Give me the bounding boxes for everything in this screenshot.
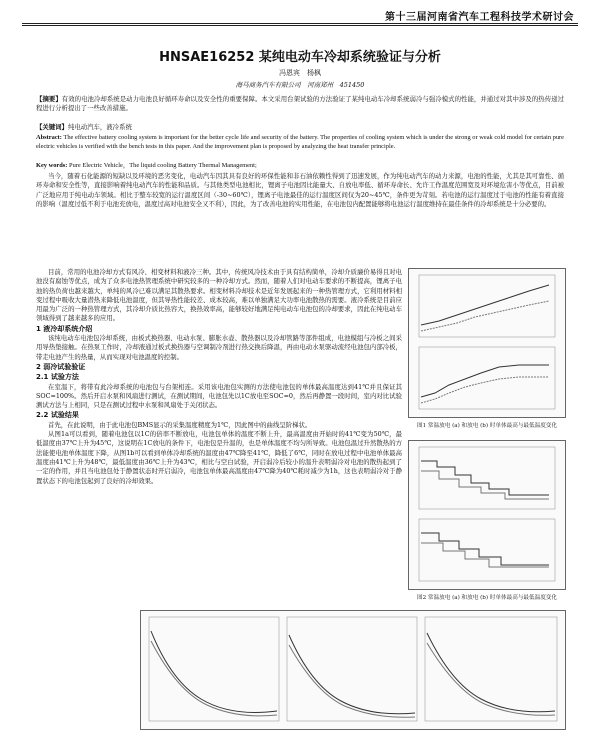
figure-2-caption: 图2 常温放电 (a) 和放电 (b) 时单体最高与最低温度变化 xyxy=(417,595,557,601)
fig2a-step-curve xyxy=(421,461,549,495)
abstract-cn-label: 【摘要】 xyxy=(36,95,62,103)
figure-1-plot xyxy=(409,269,565,417)
fig1b-max-curve xyxy=(421,365,549,397)
section-2-2-heading: 2.2 试验结果 xyxy=(36,411,79,420)
keywords-cn-text: 纯电动汽车，液冷系统 xyxy=(67,123,132,131)
affiliation: 海马商务汽车有限公司 河南郑州 451450 xyxy=(235,81,365,89)
figure-1 xyxy=(408,268,566,418)
authors: 冯恩宾 杨枫 xyxy=(279,69,321,77)
keywords-cn xyxy=(36,123,564,133)
header-rule xyxy=(22,23,578,26)
figure-2 xyxy=(408,440,566,590)
fig2b-step-curve-2 xyxy=(421,543,549,567)
abstract-cn-text: 有效的电池冷却系统是动力电池良好循环寿命以及安全性的重要保障。本文采用台架试验的方法验证了某纯电动车冷却系统弱冷与强冷模式的性能，并通过对其中涉及的热传递过程进行分析提出了一些改善措施。 xyxy=(36,95,564,112)
fig3b-frame xyxy=(287,617,417,721)
paper-title: HNSAE16252 某纯电动车冷却系统验证与分析 xyxy=(159,50,441,65)
abstract-en-text: The effective battery cooling system is important for the better cycle life and security of the battery. The properties of cooling system which is under the strong or weak cold model for certain pure electric vehicles is verified with the bench tests in this paper. And the improvement plan is proposed by analyzing the heat transfer principle. xyxy=(36,134,564,150)
section-2-heading: 2 弱冷试验验证 xyxy=(36,362,86,371)
paragraph-cooling-methods: 目前，常用的电池冷却方式有风冷、相变材料和液冷三种。其中，传统风冷技术由于具有结构简单，冷却介质廉价易得且对电池没有腐蚀等优点，成为了众多电池热管理系统中研究较多的一种冷却方式。然而，随着人们对电动车要求的不断提高，锂离子电池的热负荷也越来越大，单纯的风冷已难以满足其散热要求。相变材料冷却技术是近年发展起来的一种热管理方式，它利用材料相变过程中吸收大量潜热来降低电池温度，但其导热性能较差、成本较高，难以单独满足大功率电池散热的需要。液冷系统是目前应用最为广泛的一种热管理方式，其冷却介质比热容大，换热效率高，能够较好地满足纯电动车电池包的冷却要求，因此在纯电动车领域得到了越来越多的应用。 xyxy=(36,268,402,323)
figure-2-plot xyxy=(409,441,565,589)
figure-3 xyxy=(140,610,566,730)
abstract-en-label: Abstract: xyxy=(36,134,62,141)
paragraph-test-result: 从图1a可以看到，随着电池包以1C的倍率不断放电，电池包单体的温度不断上升，最高温度由开始时的41℃变为50℃，最低温度由37℃上升为45℃，这说明在1C放电的条件下，电池包是升温的，也是单体温度不均匀所导致。电池包温过升然散热的方法能使电池单体温度下降，从图1b可以看到单体冷却系统的温度由47℃降至41℃，降低了6℃，同时在放电过程中电池单体最高温度由41℃上升为48℃，最低温度由36℃上升为43℃，相比与空白试验，开启弱冷后较小的温升表明弱冷对电池的散热起到了一定的作用，并且当电池包处于静置状态时开启弱冷，电池包单体最高温度由47℃降为40℃耗时减少为1h，这也表明弱冷对于静置状态下的电池包起到了良好的冷却效果。 xyxy=(36,430,402,485)
paragraph-system-intro: 该纯电动车电池包冷却系统，由板式换热器、电动水泵、膨胀水壶、散热器以及冷却管路等部件组成，电池模组与冷板之间采用导热垫接触。在热泵工作时，冷却液通过板式换热器与空调制冷剂进行热交换后降温，再由电动水泵驱动流经电池包内部冷板，带走电池产生的热量，从而实现对电池温度的控制。 xyxy=(36,334,402,361)
conference-header: 第十三届河南省汽车工程科技学术研讨会 xyxy=(385,12,574,23)
intro-section xyxy=(36,172,564,266)
keywords-cn-label: 【关键词】 xyxy=(36,123,68,131)
paragraph-test-method: 在室温下，将带有此冷却系统的电池包与台架相连。采用该电池包实测的方法使电池包的单体最高温度达到41℃并且保证其SOC=100%。然后开启水泵和风扇进行测试，在测试期间，电池包先以1C放电至SOC=0，然后再静置一段时间，室内对比试验测试方法与上相同，只是在测试过程中水泵和风扇处于关闭状态。 xyxy=(36,382,402,410)
figure-1-caption: 图1 常温放电 (a) 和放电 (b) 时单体最高与最低温度变化 xyxy=(417,423,557,429)
section-2-1-heading: 2.1 试验方法 xyxy=(36,373,79,382)
paragraph-test-note: 首先，在此说明，由于此电池包BMS显示的采集温度精度为1℃，因此图中的曲线呈阶梯状。 xyxy=(48,420,312,429)
fig1b-frame xyxy=(419,347,555,409)
abstract-cn xyxy=(36,95,564,123)
intro-paragraph: 当今，随着石化能源的短缺以及环境的恶劣变化，电动汽车因其具有良好的环保性能和非石油依赖性得到了迅速发展，作为纯电动汽车的动力来源，电池的性能，尤其是其可靠性、循环寿命和安全性等，直接影响着纯电动汽车的性能和品质。与其他类型电池相比，锂离子电池因比能量大、自放电率低、循环寿命长、允许工作温度范围宽及对环境危害小等优点，目前被广泛地应用于纯电动车领域。相比于整车较宽的运行温度区间（-30~60℃），锂离子电池最佳的运行温度区间仅为20~45℃，条件更为苛刻。若电池的运行温度过于电池的性能有着直接的影响（温度过低不利于电池充放电，温度过高对电池安全又不利），因此，为了改善电池的实用性能，在电池包内配置能够将电池运行温度维持在最佳条件的冷却系统是十分必要的。 xyxy=(36,172,564,208)
section-1-heading: 1 液冷却系统介绍 xyxy=(36,324,93,333)
keywords-en xyxy=(36,161,564,171)
fig3a-curve-2 xyxy=(151,641,277,716)
figure-3-plot xyxy=(141,611,565,729)
abstract-en xyxy=(36,133,564,161)
fig3c-curve-2 xyxy=(427,643,555,715)
keywords-en-text: Pure Electric Vehicle，The liquid cooling Battery Thermal Management; xyxy=(69,162,257,169)
fig1a-frame xyxy=(419,275,555,337)
keywords-en-label: Key words: xyxy=(36,162,68,169)
fig3c-curve-1 xyxy=(427,633,555,712)
fig2b-step-curve xyxy=(421,533,549,565)
fig2b-frame xyxy=(419,519,555,581)
